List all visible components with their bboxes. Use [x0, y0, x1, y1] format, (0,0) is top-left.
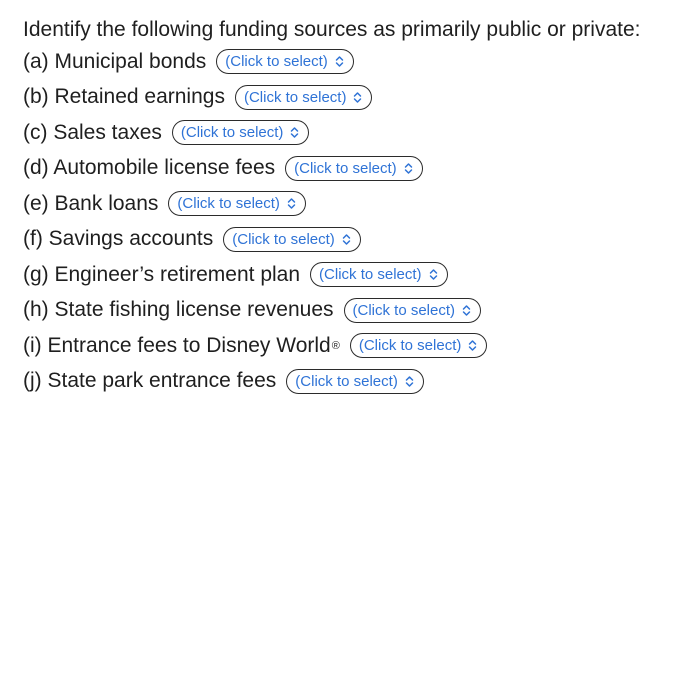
answer-select-a[interactable]	[216, 49, 354, 74]
list-item-f	[23, 222, 663, 258]
question-prompt: Identify the following funding sources as primarily public or private:	[23, 18, 641, 41]
chevron-up-down-icon	[353, 91, 362, 104]
list-item-g	[23, 257, 663, 293]
answer-select-d[interactable]	[285, 156, 423, 181]
select-value: (Click to select)	[177, 195, 280, 213]
item-label: (e) Bank loans	[23, 191, 159, 215]
chevron-up-down-icon	[462, 304, 471, 317]
select-value: (Click to select)	[352, 301, 456, 319]
item-label: (h) State fishing license revenues	[23, 298, 334, 322]
answer-select-h[interactable]	[344, 298, 482, 323]
answer-select-c[interactable]	[172, 120, 310, 145]
list-item-a	[23, 44, 663, 80]
item-label: (c) Sales taxes	[23, 120, 162, 144]
chevron-up-down-icon	[290, 126, 299, 139]
answer-select-i[interactable]	[350, 333, 488, 358]
question-block	[23, 16, 663, 399]
answer-select-g[interactable]	[310, 262, 448, 287]
answer-select-f[interactable]	[223, 227, 361, 252]
item-label: (b) Retained earnings	[23, 85, 225, 109]
chevron-up-down-icon	[468, 339, 477, 352]
answer-select-b[interactable]	[235, 85, 373, 110]
item-label-text: (i) Entrance fees to Disney World	[23, 333, 331, 357]
item-label: (a) Municipal bonds	[23, 49, 207, 73]
chevron-up-down-icon	[342, 233, 351, 246]
select-value: (Click to select)	[358, 337, 462, 355]
chevron-up-down-icon	[429, 268, 438, 281]
list-item-d	[23, 151, 663, 187]
item-label: (j) State park entrance fees	[23, 369, 277, 393]
item-label: (g) Engineer’s retirement plan	[23, 262, 301, 286]
chevron-up-down-icon	[287, 197, 296, 210]
item-label: (d) Automobile license fees	[23, 156, 276, 180]
chevron-up-down-icon	[405, 375, 414, 388]
select-value: (Click to select)	[232, 230, 335, 248]
list-item-j	[23, 364, 663, 400]
answer-select-j[interactable]	[286, 369, 424, 394]
answer-select-e[interactable]	[168, 191, 306, 216]
chevron-up-down-icon	[404, 162, 413, 175]
list-item-h	[23, 293, 663, 329]
list-item-e	[23, 186, 663, 222]
list-item-b	[23, 80, 663, 116]
select-value: (Click to select)	[294, 159, 397, 177]
item-label	[23, 332, 340, 360]
chevron-up-down-icon	[335, 55, 344, 68]
select-value: (Click to select)	[225, 53, 328, 71]
select-value: (Click to select)	[243, 88, 347, 106]
select-value: (Click to select)	[295, 372, 398, 390]
registered-mark: ®	[331, 339, 340, 352]
list-item-c	[23, 115, 663, 151]
list-item-i	[23, 328, 663, 364]
select-value: (Click to select)	[180, 124, 284, 142]
item-label: (f) Savings accounts	[23, 227, 214, 251]
select-value: (Click to select)	[319, 266, 422, 284]
